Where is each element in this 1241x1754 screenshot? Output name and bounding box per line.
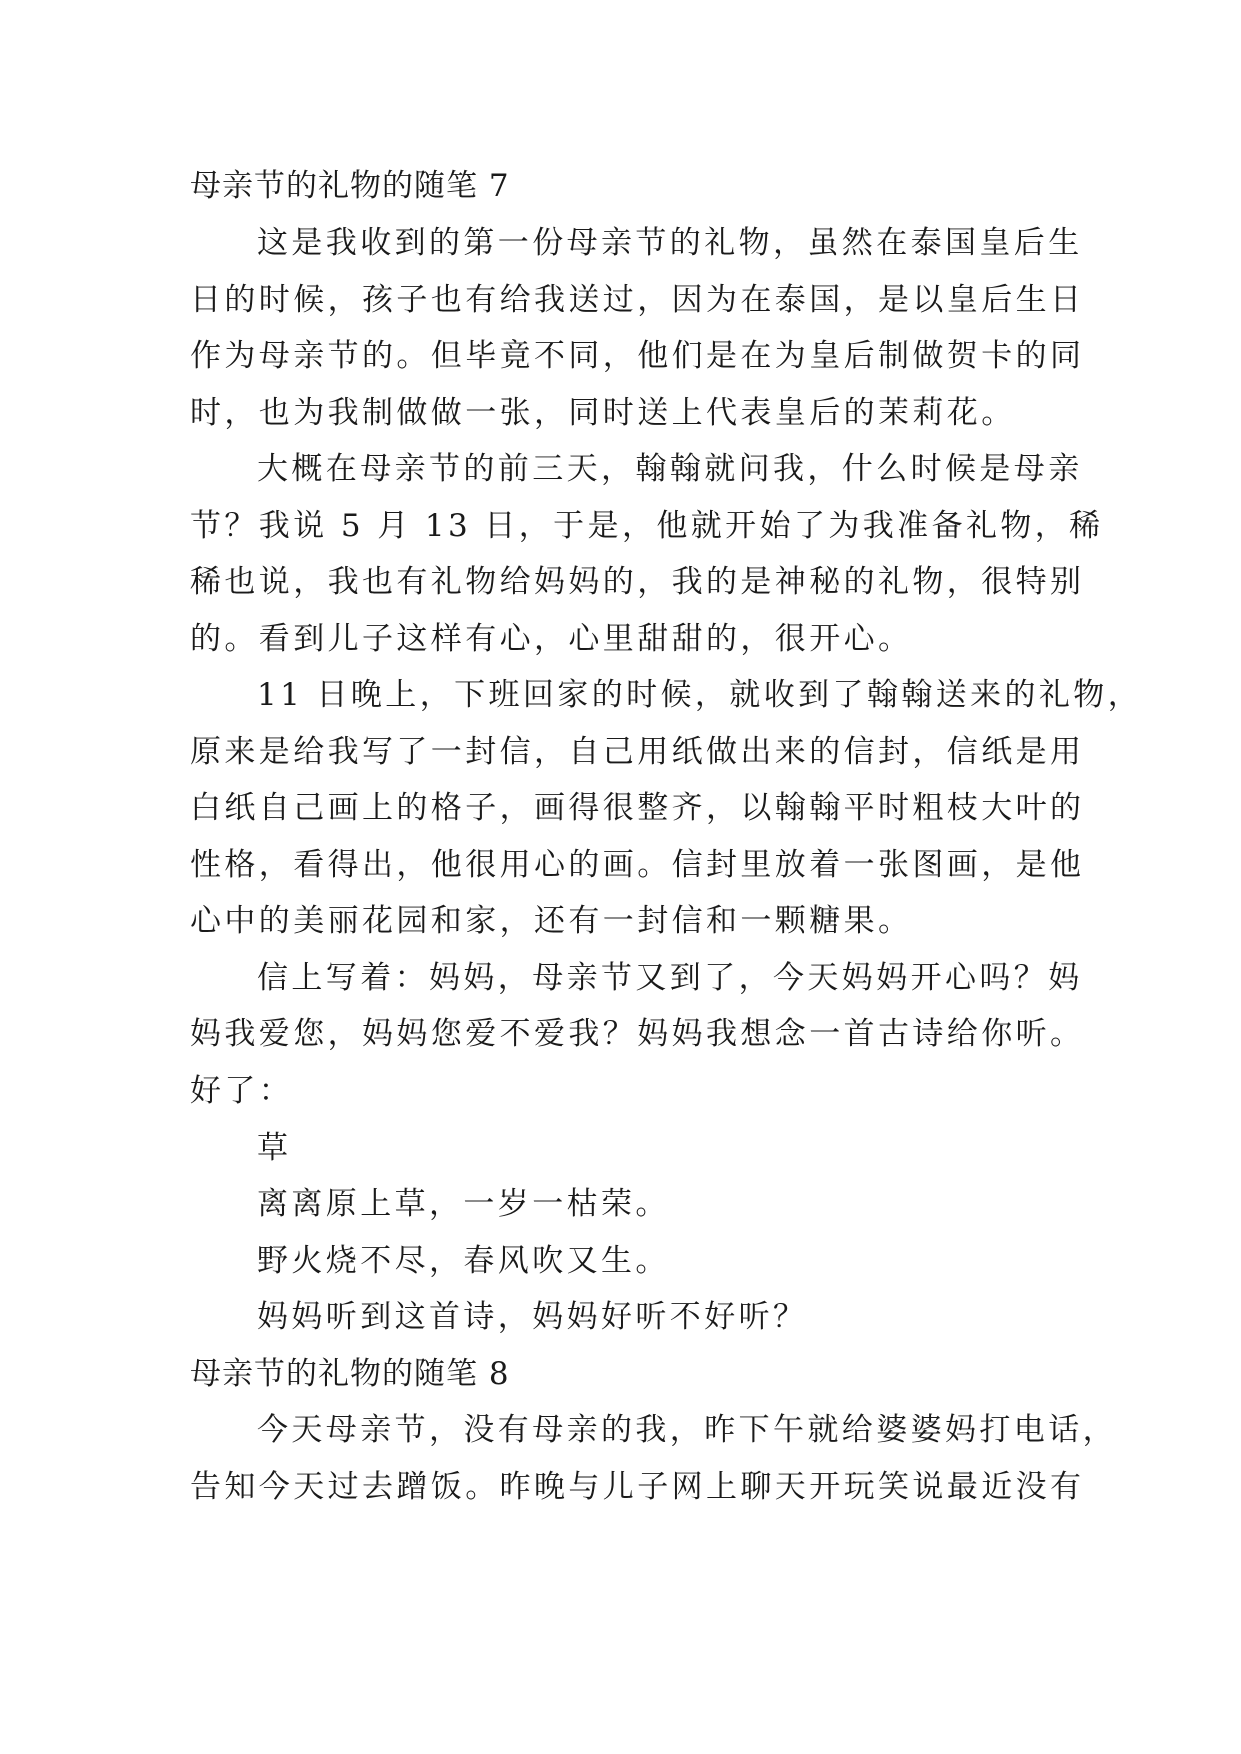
- paragraph-line: 的。看到儿子这样有心，心里甜甜的，很开心。: [190, 621, 913, 657]
- paragraph-line: 信上写着：妈妈，母亲节又到了，今天妈妈开心吗？妈: [257, 960, 1083, 996]
- section-title-7: 母亲节的礼物的随笔 7: [190, 168, 510, 204]
- paragraph-line: 11 日晚上，下班回家的时候，就收到了翰翰送来的礼物，: [257, 677, 1143, 713]
- paragraph-line: 好了：: [190, 1073, 294, 1109]
- paragraph-line: 日的时候，孩子也有给我送过，因为在泰国，是以皇后生日: [190, 282, 1085, 318]
- paragraph-line: 告知今天过去蹭饭。昨晚与儿子网上聊天开玩笑说最近没有: [190, 1469, 1085, 1505]
- paragraph-line: 今天母亲节，没有母亲的我，昨下午就给婆婆妈打电话，: [257, 1412, 1117, 1448]
- paragraph-line: 心中的美丽花园和家，还有一封信和一颗糖果。: [190, 903, 913, 939]
- paragraph-line: 节？我说 5 月 13 日，于是，他就开始了为我准备礼物，稀: [190, 508, 1104, 544]
- paragraph-line: 这是我收到的第一份母亲节的礼物，虽然在泰国皇后生: [257, 225, 1083, 261]
- poem-line: 野火烧不尽，春风吹又生。: [257, 1243, 670, 1279]
- poem-line: 离离原上草，一岁一枯荣。: [257, 1186, 670, 1222]
- section-title-8: 母亲节的礼物的随笔 8: [190, 1356, 510, 1392]
- paragraph-line: 时，也为我制做做一张，同时送上代表皇后的茉莉花。: [190, 395, 1016, 431]
- paragraph-line: 稀也说，我也有礼物给妈妈的，我的是神秘的礼物，很特别: [190, 564, 1085, 600]
- paragraph-line: 妈我爱您，妈妈您爱不爱我？妈妈我想念一首古诗给你听。: [190, 1016, 1085, 1052]
- paragraph-line: 大概在母亲节的前三天，翰翰就问我，什么时候是母亲: [257, 451, 1083, 487]
- poem-title: 草: [257, 1130, 292, 1166]
- paragraph-line: 作为母亲节的。但毕竟不同，他们是在为皇后制做贺卡的同: [190, 338, 1085, 374]
- paragraph-line: 性格，看得出，他很用心的画。信封里放着一张图画，是他: [190, 847, 1085, 883]
- poem-line: 妈妈听到这首诗，妈妈好听不好听？: [257, 1299, 808, 1335]
- paragraph-line: 原来是给我写了一封信，自己用纸做出来的信封，信纸是用: [190, 734, 1085, 770]
- paragraph-line: 白纸自己画上的格子，画得很整齐，以翰翰平时粗枝大叶的: [190, 790, 1085, 826]
